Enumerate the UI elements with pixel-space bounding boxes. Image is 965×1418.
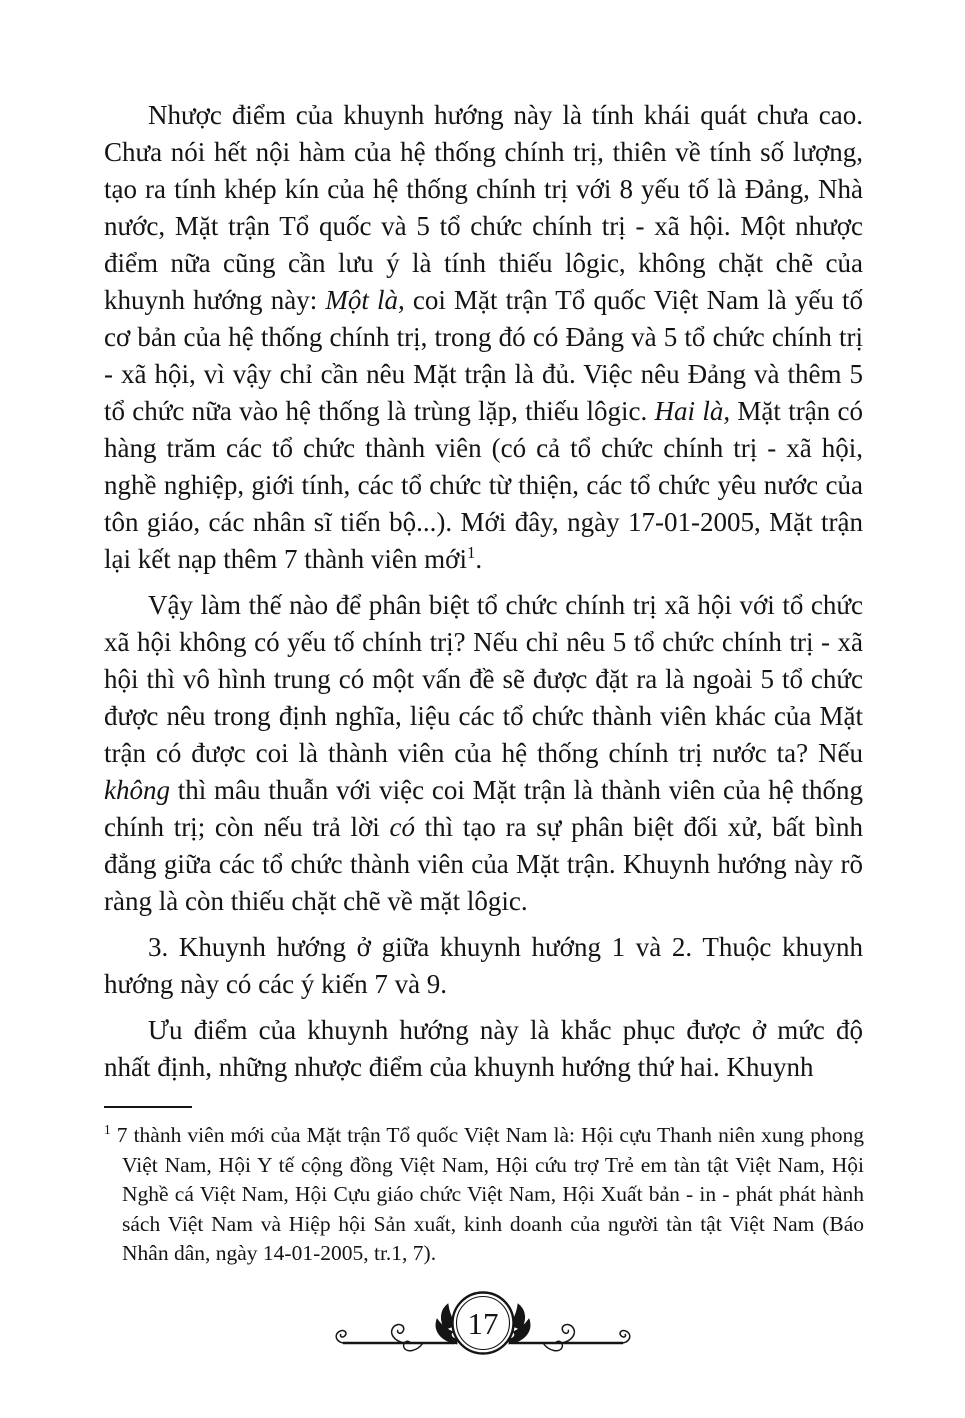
text-run: Vậy làm thế nào để phân biệt tổ chức chính trị xã hội với tổ chức xã hội không có yếu tố chính trị? Nếu chỉ nêu 5 tổ chức chính trị - xã hội thì vô hình trung có một vấn đề sẽ được đặt ra là ngoài 5 tổ chức được nêu trong định nghĩa, liệu các tổ chức thành viên khác của Mặt trận có được coi là thành viên của hệ thống chính trị nước ta? Nếu <box>104 590 863 768</box>
paragraph-1 <box>104 97 863 578</box>
footnote-text <box>104 1121 864 1269</box>
text-run: coi Mặt trận Tổ quốc Việt Nam là yếu tố cơ bản của hệ thống chính trị, trong đó có Đảng và 5 tổ chức chính trị - xã hội, vì vậy chỉ cần nêu Mặt trận là đủ. Việc nêu Đảng và thêm 5 tổ chức nữa vào hệ thống là trùng lặp, thiếu lôgic. <box>104 285 863 426</box>
flourish-left <box>336 1304 458 1351</box>
emphasized-text: Hai là, <box>654 396 731 426</box>
page-body <box>104 97 863 1095</box>
text-run: thì tạo ra sự phân biệt đối xử, bất bình đẳng giữa các tổ chức thành viên của Mặt trận. Khuynh hướng này rõ ràng là còn thiếu chặt chẽ về mặt lôgic. <box>104 812 863 916</box>
text-run: Nhược điểm của khuynh hướng này là tính khái quát chưa cao. Chưa nói hết nội hàm của hệ thống chính trị, thiên về tính số lượng, tạo ra tính khép kín của hệ thống chính trị với 8 yếu tố là Đảng, Nhà nước, Mặt trận Tổ quốc và 5 tổ chức chính trị - xã hội. Một nhược điểm nữa cũng cần lưu ý là tính thiếu lôgic, không chặt chẽ của khuynh hướng này: <box>104 100 863 315</box>
paragraph-2 <box>104 587 863 920</box>
flourish-right <box>508 1304 630 1351</box>
paragraph-3 <box>104 929 863 1003</box>
text-run: thì mâu thuẫn với việc coi Mặt trận là thành viên của hệ thống chính trị; còn nếu trả lời <box>104 775 863 842</box>
page-footer-ornament <box>333 1277 633 1386</box>
paragraph-4 <box>104 1012 863 1086</box>
footnote-separator <box>104 1106 192 1108</box>
emphasized-text: không <box>104 775 170 805</box>
emphasized-text: Một là, <box>325 285 405 315</box>
emphasized-text: có <box>389 812 415 842</box>
footnote <box>104 1121 864 1269</box>
text-run: Ưu điểm của khuynh hướng này là khắc phục được ở mức độ nhất định, những nhược điểm của khuynh hướng thứ hai. Khuynh <box>104 1015 863 1082</box>
page-number: 17 <box>467 1306 499 1341</box>
text-run: Mặt trận có hàng trăm các tổ chức thành viên (có cả tổ chức chính trị - xã hội, nghề nghiệp, giới tính, các tổ chức từ thiện, các tổ chức yêu nước của tôn giáo, các nhân sĩ tiến bộ...). Mới đây, ngày 17-01-2005, Mặt trận lại kết nạp thêm 7 thành viên mới <box>104 396 863 574</box>
text-run: 7 thành viên mới của Mặt trận Tổ quốc Việt Nam là: Hội cựu Thanh niên xung phong Việt Nam, Hội Y tế cộng đồng Việt Nam, Hội cứu trợ Trẻ em tàn tật Việt Nam, Hội Nghề cá Việt Nam, Hội Cựu giáo chức Việt Nam, Hội Xuất bản - in - phát phát hành sách Việt Nam và Hiệp hội Sản xuất, kinh doanh của người tàn tật Việt Nam (Báo Nhân dân, ngày 14-01-2005, tr.1, 7). <box>110 1123 864 1265</box>
footer-flourish-icon <box>333 1277 633 1381</box>
text-run: 3. Khuynh hướng ở giữa khuynh hướng 1 và 2. Thuộc khuynh hướng này có các ý kiến 7 và 9. <box>104 932 863 999</box>
footnote-reference: 1 <box>466 543 476 562</box>
footnote-reference: 1 <box>104 1121 111 1137</box>
text-run: . <box>475 544 483 574</box>
